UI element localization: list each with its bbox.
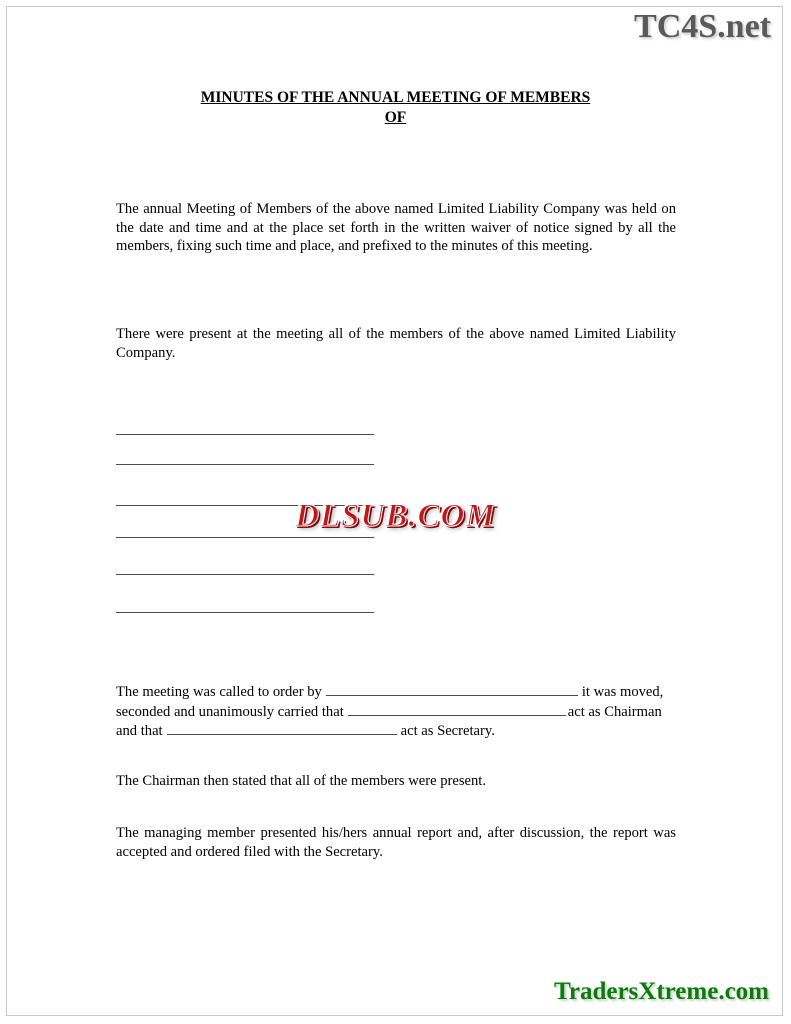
moved-by-field[interactable]	[348, 702, 566, 716]
paragraph-members-present: There were present at the meeting all of the members of the above named Limited Liability Company.	[116, 326, 676, 361]
paragraph-annual-report: The managing member presented his/hers annual report and, after discussion, the report was accepted and ordered filed with the Secretary.	[116, 825, 676, 860]
signature-line-6[interactable]	[116, 612, 374, 613]
paragraph-called-to-order	[116, 682, 676, 741]
watermark-center-stamp: DLSUB.COM	[295, 498, 496, 534]
chairman-name-field[interactable]	[326, 682, 578, 696]
signature-line-2[interactable]	[116, 464, 374, 465]
called-to-order-segment-2: it was moved, seconded and unanimously carried that	[116, 684, 664, 720]
page-title	[0, 88, 791, 127]
page-title-line-2: OF	[384, 109, 407, 126]
called-to-order-segment-1: The meeting was called to order by	[116, 684, 322, 700]
paragraph-annual-meeting: The annual Meeting of Members of the above named Limited Liability Company was held on the date and time and at the place set forth in the written waiver of notice signed by all the members, fixing such time and place, and prefixed to the minutes of this meeting.	[116, 201, 676, 254]
called-to-order-segment-3: act as Chairman and that	[116, 703, 662, 739]
signature-line-5[interactable]	[116, 574, 374, 575]
watermark-top-right: TC4S.net	[634, 8, 771, 45]
signature-line-4[interactable]	[116, 537, 374, 538]
secretary-name-field[interactable]	[167, 721, 397, 735]
signature-line-1[interactable]	[116, 434, 374, 435]
watermark-bottom-right: TradersXtreme.com	[554, 978, 769, 1005]
called-to-order-segment-4: act as Secretary.	[400, 723, 495, 739]
page-title-line-1: MINUTES OF THE ANNUAL MEETING OF MEMBERS	[200, 89, 591, 106]
paragraph-chairman-stated: The Chairman then stated that all of the members were present.	[116, 773, 486, 789]
